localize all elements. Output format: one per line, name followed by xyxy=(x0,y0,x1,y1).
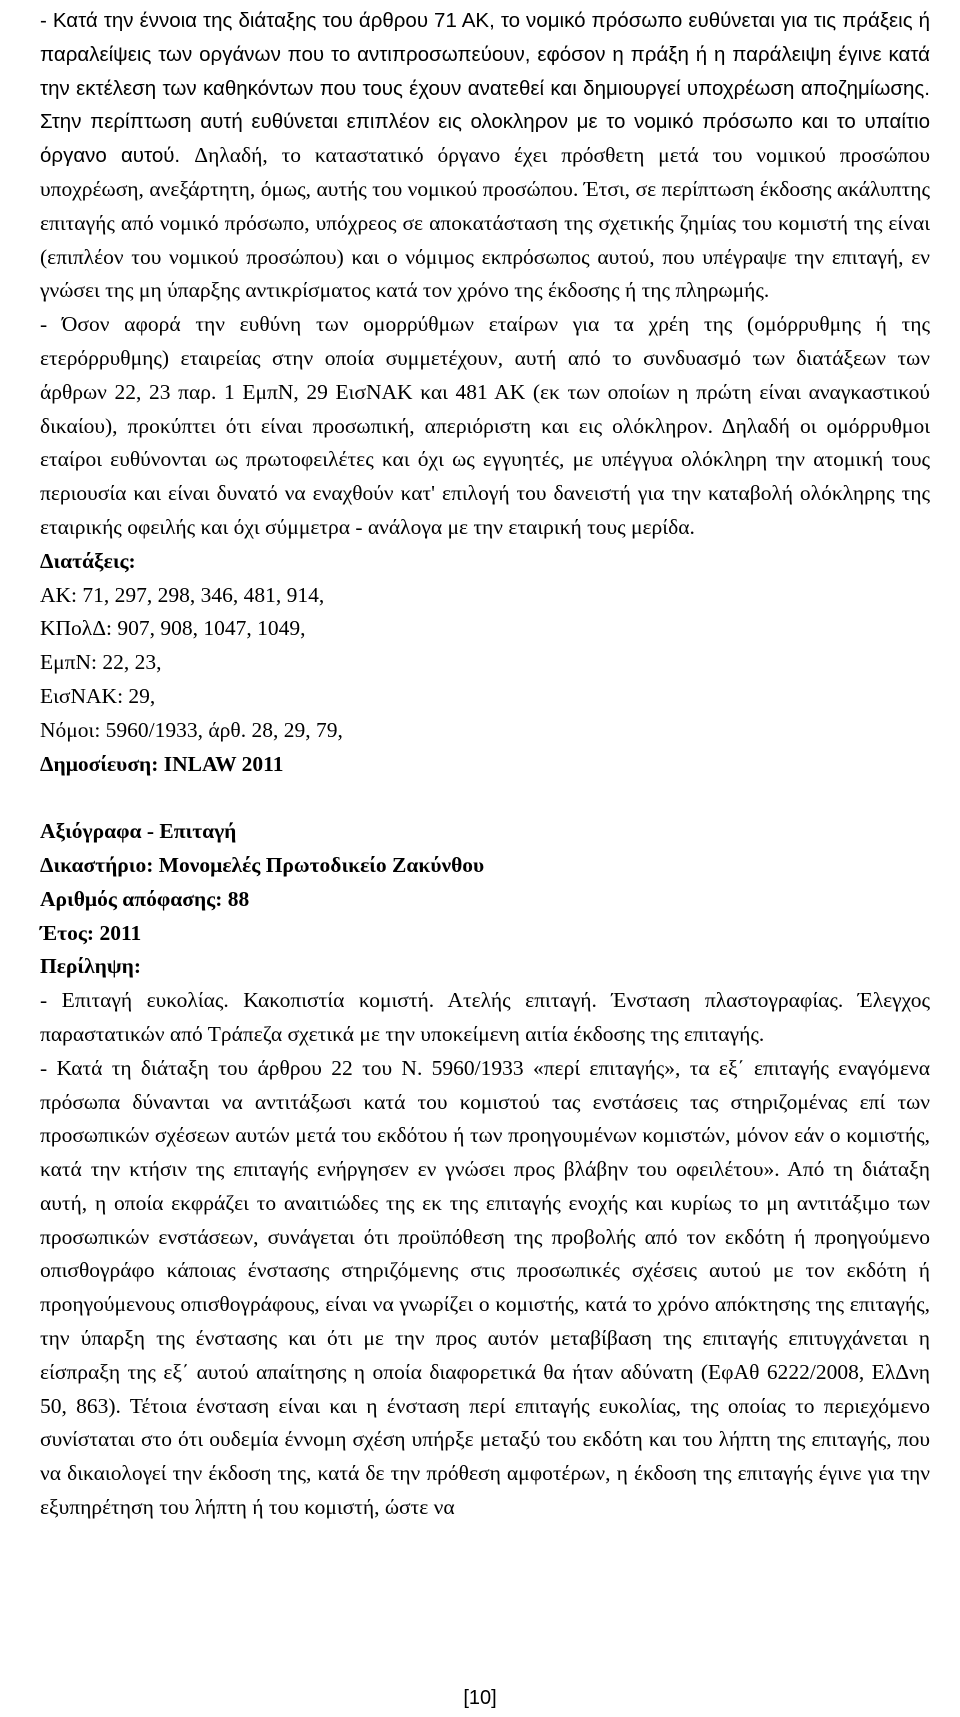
paragraph-legal-entity-liability-continuation: Δηλαδή, το καταστατικό όργανο έχει πρόσθετη μετά του νομικού προσώπου υποχρέωση, ανεξάρτητη, όμως, αυτής του νομικού προσώπου. Έτσι, σε περίπτωση έκδοσης ακάλυπτης επιταγής από νομικό πρόσωπο, υπόχρεος σε αποκατάσταση της σχετικής ζημίας του κομιστή της είναι (επιπλέον του νομικού προσώπου) και ο νόμιμος εκπρόσωπος αυτού, που υπέγραψε την επιταγή, εν γνώσει της μη ύπαρξης αντικρίσματος κατά τον χρόνο της έκδοσης ή της πληρωμής. xyxy=(40,143,930,303)
publication-line: Δημοσίευση: INLAW 2011 xyxy=(40,751,284,776)
summary-heading: Περίληψη: xyxy=(40,954,142,979)
document-body xyxy=(40,4,930,1525)
decision-number-line: Αριθμός απόφασης: 88 xyxy=(40,886,250,911)
case-title: Αξιόγραφα - Επιταγή xyxy=(40,819,237,844)
court-line: Δικαστήριο: Μονομελές Πρωτοδικείο Ζακύνθου xyxy=(40,852,485,877)
provision-line: ΕμπΝ: 22, 23, xyxy=(40,650,162,675)
summary-paragraph-2: - Κατά τη διάταξη του άρθρου 22 του Ν. 5960/1933 «περί επιταγής», τα εξ΄ επιταγής εναγόμενα πρόσωπα δύνανται να αντιτάξωσι κατά του κομιστού τας ενστάσεις τας στηριζομένας επί των προσωπικών σχέσεων αυτών μετά του εκδότου ή των προηγουμένων κομιστών, μόνον εάν ο κομιστής, κατά την κτήσιν της επιταγής ενήργησεν εν γνώσει προς βλάβην του οφειλέτου». Από τη διάταξη αυτή, η οποία εκφράζει το αναιτιώδες της εκ της επιταγής ενοχής και κυρίως το μη αντιτάξιμο των προσωπικών ενστάσεων, συνάγεται ότι προϋπόθεση της προβολής από τον εκδότη ή προηγούμενο οπισθογράφο κάποιας ένστασης στηριζόμενης στις προσωπικές σχέσεις αυτού με τον εκδότη ή προηγούμενους οπισθογράφους, είναι να γνωρίζει ο κομιστής, κατά το χρόνο απόκτησης της επιταγής, την ύπαρξη της ένστασης και ότι με την προς αυτόν μεταβίβαση της επιταγής επιτυγχάνεται η είσπραξη της εξ΄ αυτού απαίτησης η οποία διαφορετικά θα ήταν αδύνατη (ΕφΑθ 6222/2008, ΕλΔνη 50, 863). Τέτοια ένσταση είναι και η ένσταση περί επιταγής ευκολίας, της οποίας το περιεχόμενο συνίσταται στο ότι ουδεμία έννομη σχέση υπήρξε μεταξύ του εκδότη και του λήπτη της επιταγής, που να δικαιολογεί την έκδοση της, κατά δε την πρόθεση αμφοτέρων, η έκδοση της επιταγής έγινε για την εξυπηρέτηση του λήπτη ή του κομιστή, ώστε να xyxy=(40,1055,930,1520)
provision-line: Νόμοι: 5960/1933, άρθ. 28, 29, 79, xyxy=(40,717,343,742)
provisions-heading: Διατάξεις: xyxy=(40,548,136,573)
summary-paragraph-1: - Επιταγή ευκολίας. Κακοπιστία κομιστή. Ατελής επιταγή. Ένσταση πλαστογραφίας. Έλεγχος παραστατικών από Τράπεζα σχετικά με την υποκείμενη αιτία έκδοσης της επιταγής. xyxy=(40,988,930,1046)
year-line: Έτος: 2011 xyxy=(40,920,142,945)
provision-line: ΚΠολΔ: 907, 908, 1047, 1049, xyxy=(40,616,306,641)
section-spacer xyxy=(40,781,930,815)
paragraph-partner-liability: - Όσον αφορά την ευθύνη των ομορρύθμων εταίρων για τα χρέη της (ομόρρυθμης ή της ετερόρρυθμης) εταιρείας στην οποία συμμετέχουν, αυτή από το συνδυασμό των διατάξεων των άρθρων 22, 23 παρ. 1 ΕμπΝ, 29 ΕισΝΑΚ και 481 ΑΚ (εκ των οποίων η πρώτη είναι αναγκαστικού δικαίου), προκύπτει ότι είναι προσωπική, απεριόριστη και εις ολόκληρον. Δηλαδή οι ομόρρυθμοι εταίροι ευθύνονται ως πρωτοφειλέτες και όχι ως εγγυητές, με υπέγγυα ολόκληρη την ατομική τους περιουσία και είναι δυνατό να εναχθούν κατ' επιλογή του δανειστή για την καταβολή ολόκληρης της εταιρικής οφειλής και όχι σύμμετρα - ανάλογα με την εταιρική τους μερίδα. xyxy=(40,312,930,539)
paragraph-legal-entity-liability-text: - Κατά την έννοια της διάταξης του άρθρου 71 ΑΚ, το νομικό πρόσωπο ευθύνεται για τις πράξεις ή παραλείψεις των οργάνων που το αντιπροσωπεύουν, εφόσον η πράξη ή η παράλειψη έγινε κατά την εκτέλεση των καθηκόντων που τους έχουν ανατεθεί και δημιουργεί υποχρέωση αποζημίωσης. Στην περίπτωση αυτή ευθύνεται επιπλέον εις ολοκληρον με το νομικό πρόσωπο και το υπαίτιο όργανο αυτού. xyxy=(40,9,930,168)
paragraph-legal-entity-liability xyxy=(40,4,930,308)
provision-line: ΑΚ: 71, 297, 298, 346, 481, 914, xyxy=(40,582,325,607)
provision-line: ΕισΝΑΚ: 29, xyxy=(40,683,156,708)
page-number: [10] xyxy=(463,1687,497,1709)
